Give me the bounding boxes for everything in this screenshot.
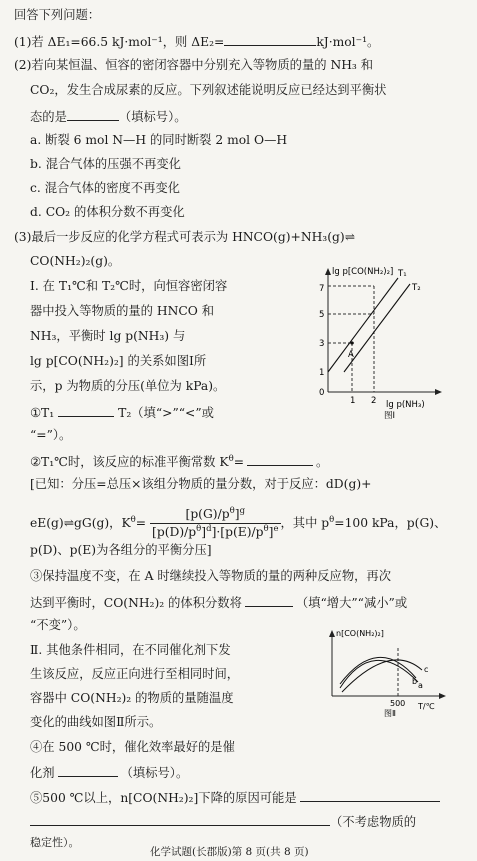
fig1-label-T2: T₂ <box>412 283 421 293</box>
fig1-x-label: lg p(NH₃) <box>386 400 425 410</box>
known-line-2 <box>30 506 446 541</box>
fig1-ytick-1: 1 <box>319 368 325 378</box>
q2-line-3 <box>30 108 187 126</box>
part1-line-4: lg p[CO(NH₂)₂] 的关系如图Ⅰ所 <box>30 354 207 368</box>
fig1-ytick-3: 3 <box>319 339 325 349</box>
q2-option-d: d. CO₂ 的体积分数不再变化 <box>30 205 185 219</box>
q1-text: (1)若 ΔE₁=66.5 kJ·mol⁻¹，则 ΔE₂= <box>14 35 225 49</box>
part1-q2 <box>30 453 328 471</box>
k-fraction-numerator: $[p(G)/p^\theta]^g$ <box>150 506 280 524</box>
figure-1 <box>298 264 468 422</box>
p1-q2-text: ②T₁℃时，该反应的标准平衡常数 K <box>30 455 229 469</box>
q2-line-2: CO₂，发生合成尿素的反应。下列叙述能说明反应已经达到平衡状 <box>30 83 387 97</box>
part2-line-3: 容器中 CO(NH₂)₂ 的物质的量随温度 <box>30 691 234 705</box>
part2-q4-line-1: ④在 500 ℃时，催化效率最好的是催 <box>30 740 235 754</box>
part2-line-1: Ⅱ. 其他条件相同，在不同催化剂下发 <box>30 643 231 657</box>
q3-keep-answer-blank[interactable] <box>245 594 293 607</box>
theta-sup: θ <box>228 454 234 464</box>
part1-line-5: 示，p 为物质的分压(单位为 kPa)。 <box>30 379 226 393</box>
part2-q4-line-2 <box>30 764 188 782</box>
fig2-y-arrow <box>329 630 335 637</box>
p2-q5-text: ⑤500 ℃以上，n[CO(NH₂)₂]下降的原因可能是 <box>30 791 297 805</box>
theta-sup-2: θ <box>130 514 136 525</box>
p2-q5-hint: （不考虑物质的 <box>330 815 417 829</box>
fig2-x-tick: 500 <box>390 699 406 708</box>
fig2-label-b: b <box>412 677 418 686</box>
known-eq-start: eE(g)⇌gG(g)，K <box>30 515 131 530</box>
fig2-curve-c <box>342 660 422 692</box>
q1-answer-blank[interactable] <box>224 33 316 46</box>
part2-line-4: 变化的曲线如图Ⅱ所示。 <box>30 715 162 729</box>
part1-q1 <box>30 404 214 422</box>
q2-option-a: a. 断裂 6 mol N—H 的同时断裂 2 mol O—H <box>30 133 288 147</box>
fig1-caption: 图Ⅰ <box>384 411 396 421</box>
fig2-label-a: a <box>418 681 423 690</box>
fig1-y-arrow <box>325 268 331 275</box>
part2-q5-line-2 <box>30 813 416 831</box>
fig1-x-arrow <box>435 389 442 395</box>
fig2-x-label: T/℃ <box>418 702 435 711</box>
q2-hint: （填标号）。 <box>118 110 187 124</box>
part1-line-2: 器中投入等物质的量的 HNCO 和 <box>30 304 215 318</box>
q2-option-b: b. 混合气体的压强不再变化 <box>30 157 181 171</box>
part2-q5-line-3: 稳定性）。 <box>30 836 80 849</box>
k-fraction <box>150 506 280 541</box>
fig1-xtick-2: 2 <box>371 396 377 406</box>
part1-q1-tail: “=”）。 <box>30 428 72 442</box>
fig1-origin: 0 <box>319 388 325 398</box>
intro-text: 回答下列问题： <box>14 8 101 22</box>
q1-unit: kJ·mol⁻¹。 <box>316 35 380 49</box>
fig2-y-label: n[CO(NH₂)₂] <box>336 629 384 638</box>
q2-option-c: c. 混合气体的密度不再变化 <box>30 181 180 195</box>
p1-q1-answer-blank[interactable] <box>58 404 114 417</box>
part2-q5-line-1 <box>30 789 440 807</box>
q3-keep-text: 达到平衡时，CO(NH₂)₂ 的体积分数将 <box>30 596 242 610</box>
part1-line-1: Ⅰ. 在 T₁℃和 T₂℃时，向恒容密闭容 <box>30 279 228 293</box>
fig1-line-T1 <box>328 278 398 372</box>
fig1-line-T2 <box>344 284 410 372</box>
question-1 <box>14 33 379 51</box>
p1-q1-text: ①T₁ <box>30 406 55 420</box>
figure-2 <box>318 626 470 718</box>
q2-line-1: (2)若向某恒温、恒容的密闭容器中分别充入等物质的量的 NH₃ 和 <box>14 58 374 72</box>
p2-q4-hint: （填标号）。 <box>120 766 189 780</box>
known-eq-where: ，其中 p <box>280 515 330 530</box>
q3-keep-line-3: “不变”）。 <box>30 618 86 632</box>
p1-q1-hint: T₂（填“>”“<”或 <box>118 406 214 420</box>
fig1-xtick-1: 1 <box>350 396 356 406</box>
known-eq-value: =100 kPa，p(G)、 <box>334 515 447 530</box>
p1-q2-answer-blank[interactable] <box>247 453 313 466</box>
theta-sup-3: θ <box>329 514 335 525</box>
fig2-curve-a <box>340 660 418 688</box>
q3-line-1: (3)最后一步反应的化学方程式可表示为 HNCO(g)+NH₃(g)⇌ <box>14 230 356 244</box>
p1-q2-end: 。 <box>316 455 329 469</box>
part2-line-2: 生该反应，反应正向进行至相同时间， <box>30 667 240 681</box>
known-line-3: p(D)、p(E)为各组分的平衡分压] <box>30 543 212 557</box>
p2-q5-answer-blank-2[interactable] <box>30 813 330 826</box>
fig1-ytick-5: 5 <box>319 310 325 320</box>
q3-keep-hint: （填“增大”“减小”或 <box>295 596 408 610</box>
p2-q4-answer-blank[interactable] <box>58 764 118 777</box>
q3-keep-line-1: ③保持温度不变，在 A 时继续投入等物质的量的两种反应物，再次 <box>30 569 392 583</box>
fig1-y-label: lg p[CO(NH₂)₂] <box>332 267 394 277</box>
k-fraction-denominator: $[p(D)/p^\theta]^d]\cdot[p(E)/p^\theta]^e$ <box>152 523 279 539</box>
fig1-point-A <box>350 341 353 344</box>
fig2-x-arrow <box>439 693 446 699</box>
fig1-point-A-label: A <box>348 350 354 360</box>
q3-keep-line-2 <box>30 594 407 612</box>
page-footer: 化学试题(长郡版)第 8 页(共 8 页) <box>150 846 309 858</box>
p1-q2-eq: = <box>233 455 245 469</box>
p2-q5-answer-blank-1[interactable] <box>300 789 440 802</box>
fig2-label-c: c <box>424 665 429 674</box>
fig2-caption: 图Ⅱ <box>384 709 396 718</box>
known-eq-sign: = <box>135 515 147 530</box>
q3-line-2: CO(NH₂)₂(g)。 <box>30 254 121 268</box>
fig1-label-T1: T₁ <box>398 269 407 279</box>
p2-q4-text: 化剂 <box>30 766 55 780</box>
q2-answer-blank[interactable] <box>67 108 119 121</box>
q2-text: 态的是 <box>30 110 67 124</box>
fig1-ytick-7: 7 <box>319 284 325 294</box>
part1-line-3: NH₃，平衡时 lg p(NH₃) 与 <box>30 329 186 343</box>
known-line-1: [已知：分压=总压×该组分物质的量分数，对于反应：dD(g)+ <box>30 477 372 491</box>
